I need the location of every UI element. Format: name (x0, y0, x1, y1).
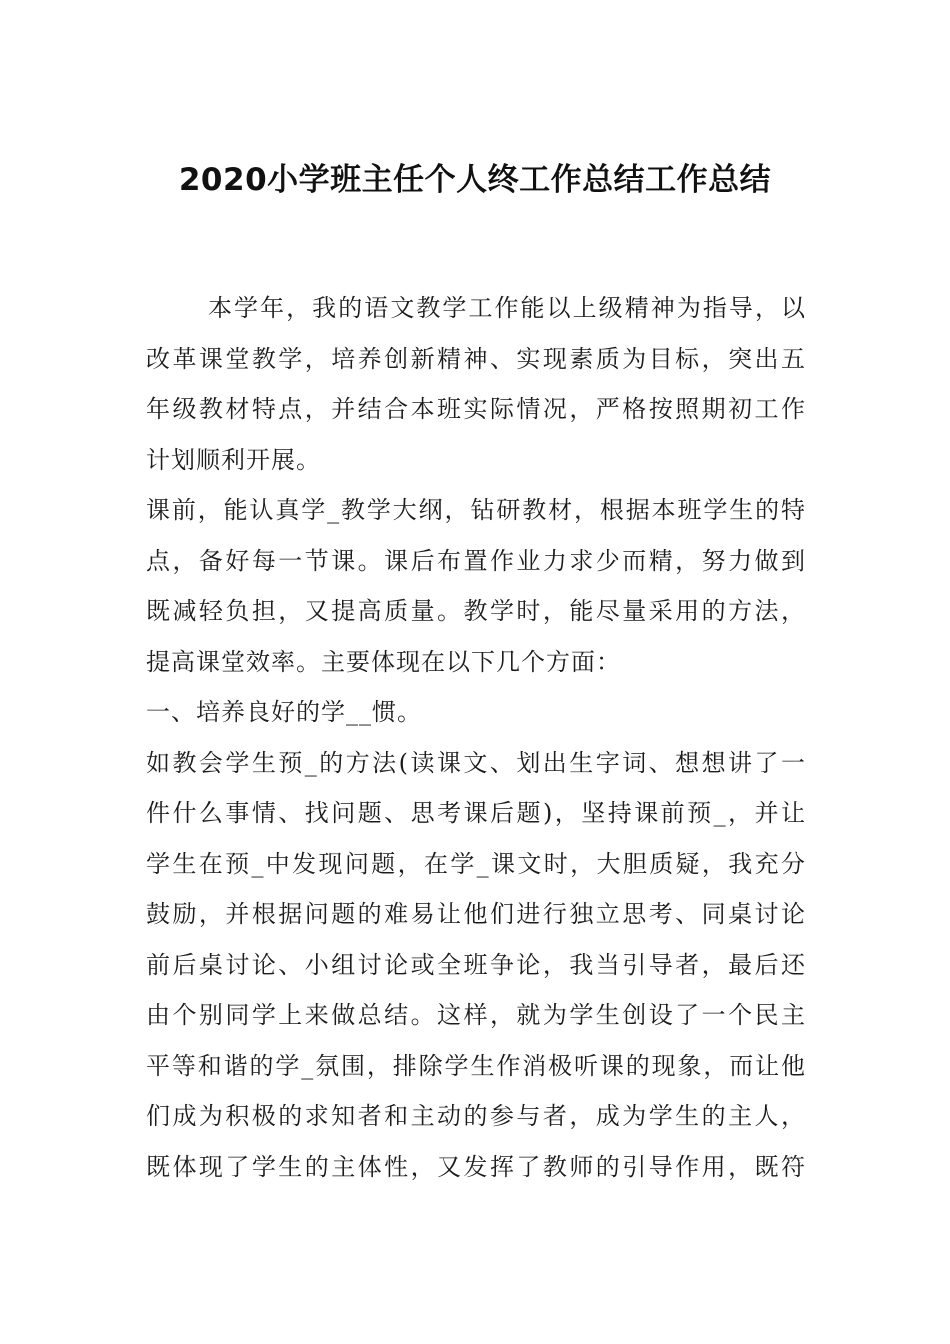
body-text-line: 本学年，我的语文教学工作能以上级精神为指导，以 (208, 294, 806, 322)
body-text-line: 既体现了学生的主体性，又发挥了教师的引导作用，既符 (146, 1152, 806, 1181)
body-text-line: 课前，能认真学_教学大纲，钻研教材，根据本班学生的特 (146, 496, 806, 524)
body-text-line: 计划顺利开展。 (146, 445, 321, 474)
body-text-line: 既减轻负担，又提高质量。教学时，能尽量采用的方法， (146, 597, 806, 625)
body-text-line: 年级教材特点，并结合本班实际情况，严格按照期初工作 (146, 395, 806, 423)
body-text-line: 如教会学生预_的方法(读课文、划出生字词、想想讲了一 (146, 748, 806, 777)
body-text-line: 件什么事情、找问题、思考课后题)，坚持课前预_，并让 (146, 799, 806, 827)
body-text-line: 鼓励，并根据问题的难易让他们进行独立思考、同桌讨论 (146, 900, 806, 928)
body-text-line: 提高课堂效率。主要体现在以下几个方面： (146, 647, 621, 676)
body-text-line: 们成为积极的求知者和主动的参与者，成为学生的主人， (146, 1102, 806, 1130)
body-text-line: 前后桌讨论、小组讨论或全班争论，我当引导者，最后还 (146, 950, 806, 979)
body-text-line: 平等和谐的学_氛围，排除学生作消极听课的现象，而让他 (146, 1051, 806, 1080)
body-text-line: 点，备好每一节课。课后布置作业力求少而精，努力做到 (146, 546, 806, 575)
body-text-line: 由个别同学上来做总结。这样，就为学生创设了一个民主 (146, 1001, 806, 1029)
document-body (146, 283, 806, 1192)
body-text-line: 一、培养良好的学__惯。 (146, 698, 422, 726)
body-text-line: 改革课堂教学，培养创新精神、实现素质为目标，突出五 (146, 344, 806, 373)
document-title: 2020小学班主任个人终工作总结工作总结 (178, 162, 772, 198)
body-text-line: 学生在预_中发现问题，在学_课文时，大胆质疑，我充分 (146, 849, 806, 878)
